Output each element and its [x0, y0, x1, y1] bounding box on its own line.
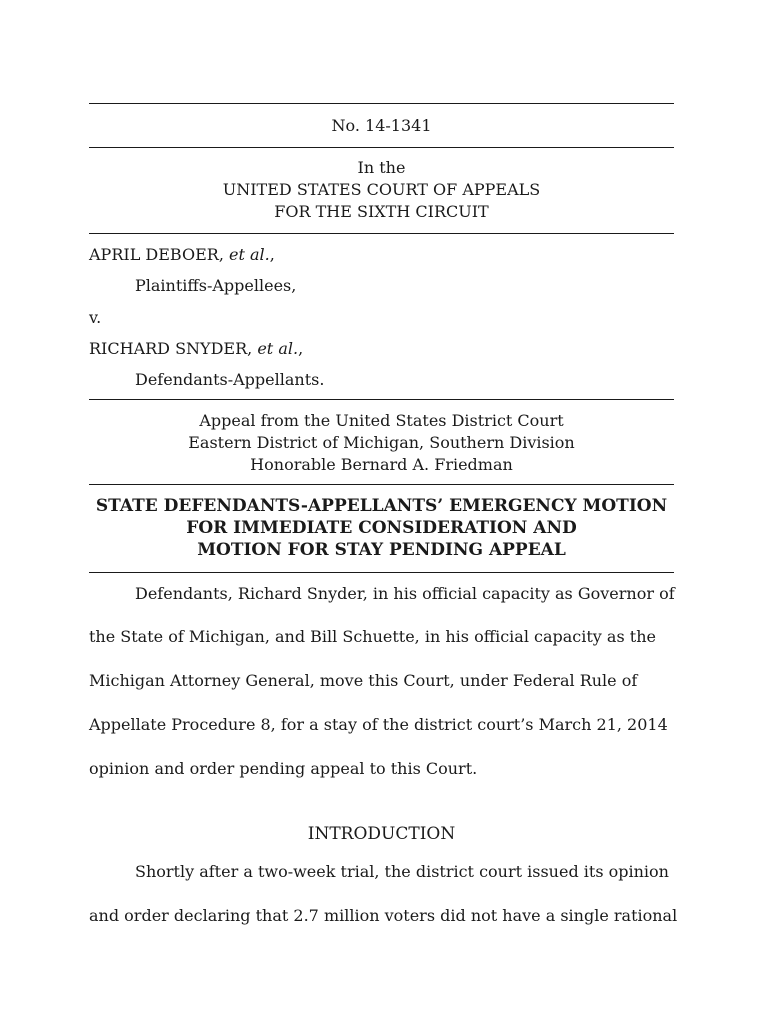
court-line-3: FOR THE SIXTH CIRCUIT: [274, 202, 489, 221]
rule-after-case-number: [89, 147, 674, 148]
versus: v.: [89, 308, 102, 327]
motion-title-line-2: FOR IMMEDIATE CONSIDERATION AND: [186, 518, 577, 538]
plaintiff-line: APRIL DEBOER, et al.,: [89, 245, 275, 264]
court-line-2: UNITED STATES COURT OF APPEALS: [222, 180, 541, 199]
motion-paragraph-line: Defendants, Richard Snyder, in his official capacity as Governor of: [135, 584, 675, 603]
plaintiff-role: Plaintiffs-Appellees,: [135, 276, 297, 295]
motion-paragraph-line: the State of Michigan, and Bill Schuette, in his official capacity as the: [89, 627, 656, 646]
defendant-name: RICHARD SNYDER: [89, 339, 248, 358]
appeal-line-3: Honorable Bernard A. Friedman: [250, 455, 513, 474]
top-rule: [89, 103, 674, 104]
motion-paragraph-line: Michigan Attorney General, move this Court, under Federal Rule of: [89, 671, 638, 690]
introduction-line: Shortly after a two-week trial, the district court issued its opinion: [135, 862, 669, 881]
court-line-1: In the: [357, 158, 406, 177]
plaintiff-name: APRIL DEBOER: [89, 245, 219, 264]
motion-title-line-1: STATE DEFENDANTS-APPELLANTS’ EMERGENCY MOTION: [95, 496, 668, 516]
appeal-line-1: Appeal from the United States District Court: [199, 411, 564, 430]
defendant-role: Defendants-Appellants.: [135, 370, 325, 389]
defendant-line: RICHARD SNYDER, et al.,: [89, 339, 304, 358]
rule-after-title: [89, 572, 674, 573]
case-number: No. 14-1341: [331, 116, 432, 135]
rule-after-caption: [89, 399, 674, 400]
introduction-heading: INTRODUCTION: [307, 824, 456, 844]
rule-after-court: [89, 233, 674, 234]
motion-paragraph-line: opinion and order pending appeal to this Court.: [89, 759, 478, 778]
introduction-line: and order declaring that 2.7 million voters did not have a single rational: [89, 906, 678, 925]
appeal-line-2: Eastern District of Michigan, Southern Division: [188, 433, 575, 452]
plaintiff-etal: et al.: [228, 245, 270, 264]
motion-title-line-3: MOTION FOR STAY PENDING APPEAL: [197, 540, 566, 560]
rule-after-appeal: [89, 484, 674, 485]
defendant-etal: et al.: [257, 339, 299, 358]
motion-paragraph-line: Appellate Procedure 8, for a stay of the district court’s March 21, 2014: [89, 715, 668, 734]
